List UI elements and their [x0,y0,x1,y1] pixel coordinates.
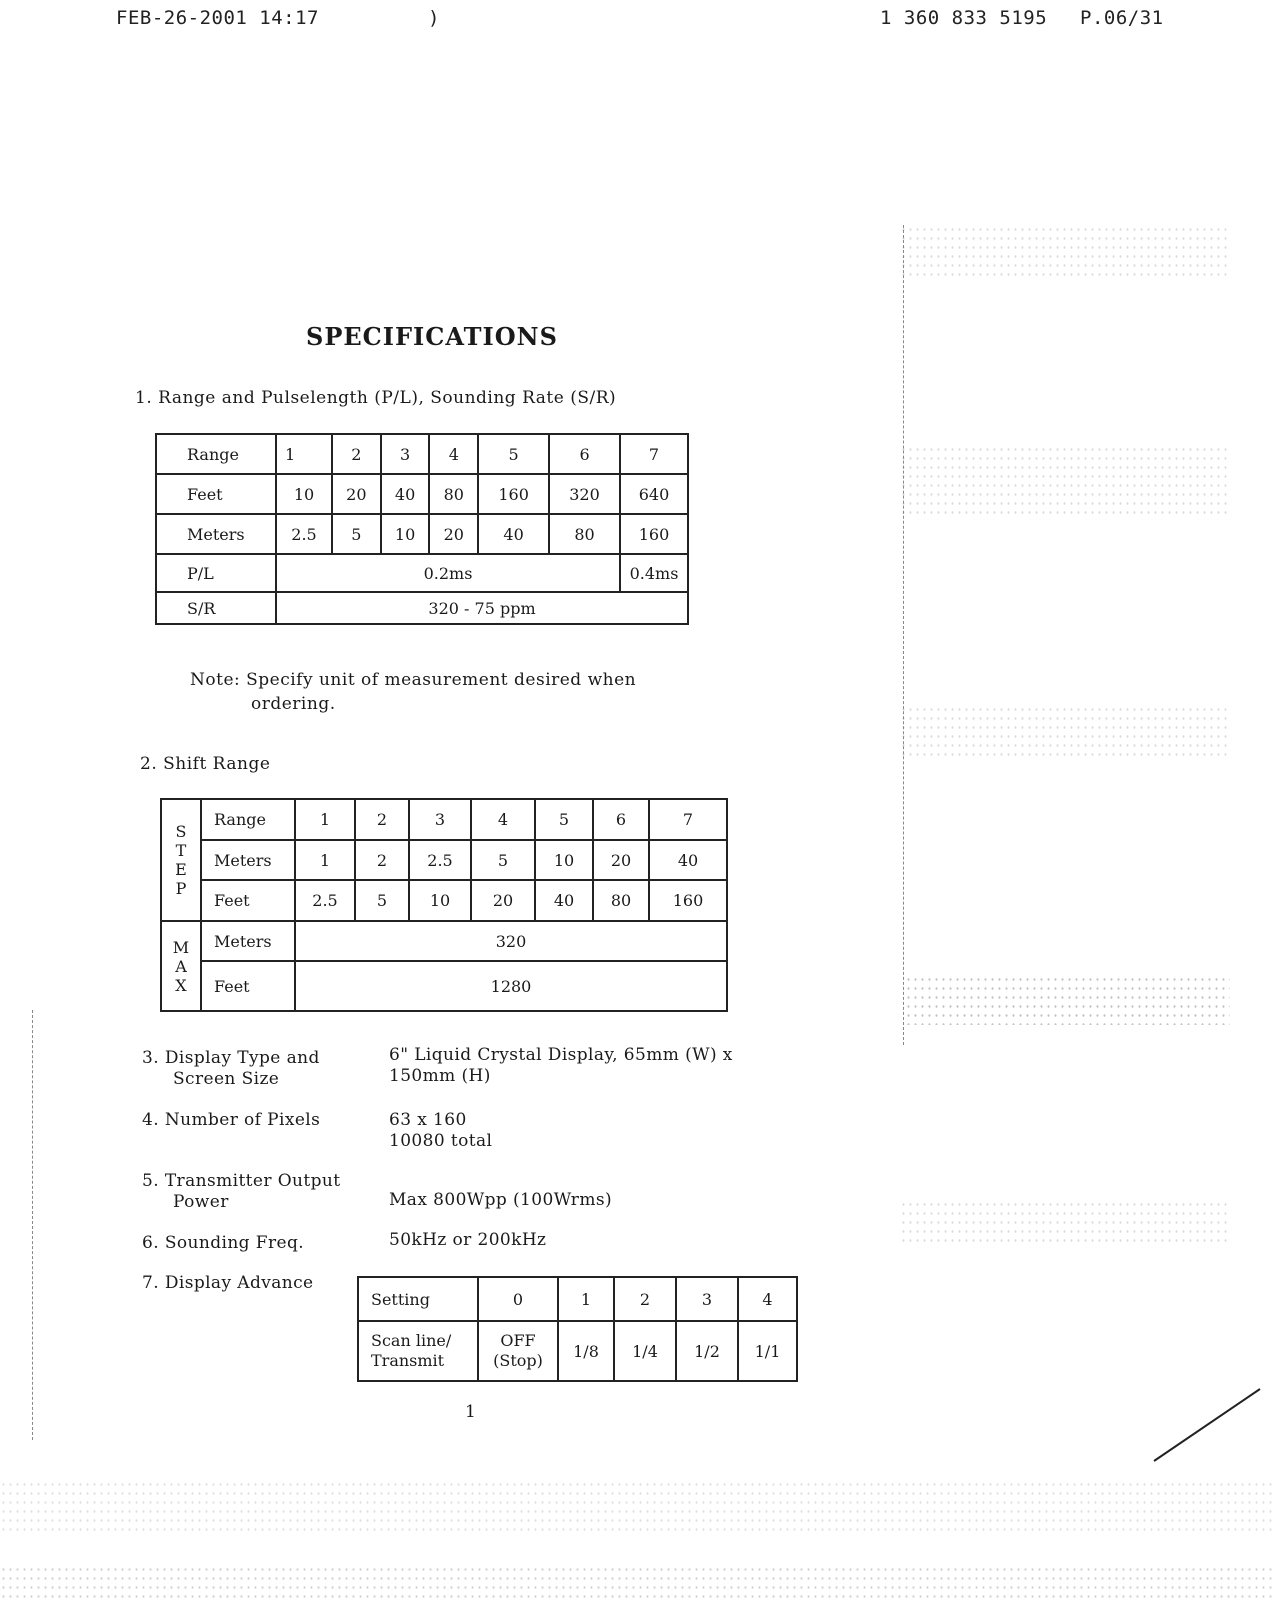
range-cell: 2 [332,434,381,474]
item-value-line: 10080 total [389,1131,493,1151]
step-meters-cell: 2 [355,840,409,880]
range-cell: 3 [409,799,471,840]
step-meters-cell: 40 [649,840,727,880]
scan-cell-line: (Stop) [493,1351,543,1370]
step-meters-label: Meters [201,840,295,880]
step-feet-label: Feet [201,880,295,921]
range-pulselength-table [155,433,689,625]
item-4-value [389,1110,492,1152]
step-feet-cell: 10 [409,880,471,921]
meters-label: Meters [156,514,276,554]
step-feet-cell: 2.5 [295,880,355,921]
range-cell: 1 [276,434,332,474]
setting-cell: 3 [676,1277,738,1321]
meters-cell: 10 [381,514,430,554]
range-label: Range [156,434,276,474]
meters-cell: 2.5 [276,514,332,554]
step-meters-cell: 10 [535,840,593,880]
scan-noise [900,445,1230,520]
fax-date-time: FEB-26-2001 14:17 [116,7,319,29]
item-value-line: 6" Liquid Crystal Display, 65mm (W) x [389,1045,733,1065]
item-label-line: 5. Transmitter Output [142,1171,341,1191]
pl-value: 0.2ms [276,554,620,592]
scan-noise [0,1480,1274,1535]
range-cell: 5 [478,434,549,474]
pl-value-last: 0.4ms [620,554,688,592]
page-number: 1 [465,1402,477,1422]
max-letter: A [175,956,187,976]
feet-cell: 20 [332,474,381,514]
item-5-label [142,1171,341,1213]
item-value-line: 63 x 160 [389,1110,467,1130]
scan-edge-line [903,225,904,1045]
fax-phone: 1 360 833 5195 [880,7,1048,29]
range-cell: 1 [295,799,355,840]
meters-cell: 40 [478,514,549,554]
step-feet-cell: 20 [471,880,535,921]
item-label-line: Screen Size [173,1069,280,1089]
range-cell: 7 [620,434,688,474]
scan-noise [900,705,1230,760]
meters-cell: 160 [620,514,688,554]
pen-stroke [1150,1385,1265,1465]
scan-edge-line [32,1010,33,1440]
range-cell: 3 [381,434,430,474]
range-cell: 6 [549,434,620,474]
max-meters-value: 320 [295,921,727,961]
sr-value: 320 - 75 ppm [276,592,688,624]
scan-label-line: Transmit [371,1351,445,1370]
feet-cell: 80 [429,474,478,514]
range-cell: 4 [429,434,478,474]
shift-range-table [160,798,728,1012]
scan-label-line: Scan line/ [371,1331,452,1350]
item-3-value [389,1045,733,1087]
scan-noise [0,1565,1274,1600]
step-meters-cell: 1 [295,840,355,880]
step-letter: P [175,879,187,898]
step-feet-cell: 5 [355,880,409,921]
step-meters-cell: 2.5 [409,840,471,880]
scan-label [358,1321,478,1381]
feet-cell: 40 [381,474,430,514]
feet-cell: 10 [276,474,332,514]
step-letter: T [175,841,187,860]
item-6-label: 6. Sounding Freq. [142,1233,305,1253]
fax-page: P.06/31 [1080,7,1164,29]
max-feet-label: Feet [201,961,295,1011]
item-3-label [142,1048,320,1090]
range-cell: 5 [535,799,593,840]
range-cell: 4 [471,799,535,840]
item-label-line: 3. Display Type and [142,1048,320,1068]
step-feet-cell: 80 [593,880,649,921]
setting-cell: 1 [558,1277,614,1321]
scan-noise [900,225,1230,280]
fax-mark: ) [428,7,440,29]
step-label [161,799,201,921]
item-4-label: 4. Number of Pixels [142,1110,321,1130]
range-cell: 2 [355,799,409,840]
feet-cell: 160 [478,474,549,514]
scan-cell: 1/4 [614,1321,676,1381]
item-value-line: 150mm (H) [389,1066,491,1086]
step-letter: S [175,822,187,841]
meters-cell: 80 [549,514,620,554]
step-meters-cell: 5 [471,840,535,880]
scan-noise [905,975,1230,1025]
sr-label: S/R [156,592,276,624]
step-letter: E [175,860,187,879]
setting-cell: 0 [478,1277,558,1321]
note-line-1: Note: Specify unit of measurement desired when [190,670,637,690]
display-advance-table [357,1276,798,1382]
setting-cell: 4 [738,1277,797,1321]
pl-label: P/L [156,554,276,592]
meters-cell: 5 [332,514,381,554]
range-cell: 7 [649,799,727,840]
section-1-heading: 1. Range and Pulselength (P/L), Sounding Rate (S/R) [135,388,617,408]
feet-label: Feet [156,474,276,514]
max-letter: X [175,975,187,995]
item-5-value: Max 800Wpp (100Wrms) [389,1190,613,1210]
section-7-heading: 7. Display Advance [142,1273,314,1293]
max-label [161,921,201,1011]
range-label: Range [201,799,295,840]
scan-cell: 1/2 [676,1321,738,1381]
item-label-line: Power [173,1192,229,1212]
range-cell: 6 [593,799,649,840]
scan-cell: 1/8 [558,1321,614,1381]
feet-cell: 320 [549,474,620,514]
scan-cell [478,1321,558,1381]
page-title: SPECIFICATIONS [306,322,558,351]
step-meters-cell: 20 [593,840,649,880]
max-letter: M [172,937,190,957]
setting-label: Setting [358,1277,478,1321]
feet-cell: 640 [620,474,688,514]
meters-cell: 20 [429,514,478,554]
scan-noise [900,1200,1230,1245]
scan-cell: 1/1 [738,1321,797,1381]
section-2-heading: 2. Shift Range [140,754,271,774]
max-feet-value: 1280 [295,961,727,1011]
max-meters-label: Meters [201,921,295,961]
step-feet-cell: 40 [535,880,593,921]
item-6-value: 50kHz or 200kHz [389,1230,547,1250]
scan-cell-line: OFF [500,1331,536,1350]
note-line-2: ordering. [251,694,336,714]
step-feet-cell: 160 [649,880,727,921]
setting-cell: 2 [614,1277,676,1321]
